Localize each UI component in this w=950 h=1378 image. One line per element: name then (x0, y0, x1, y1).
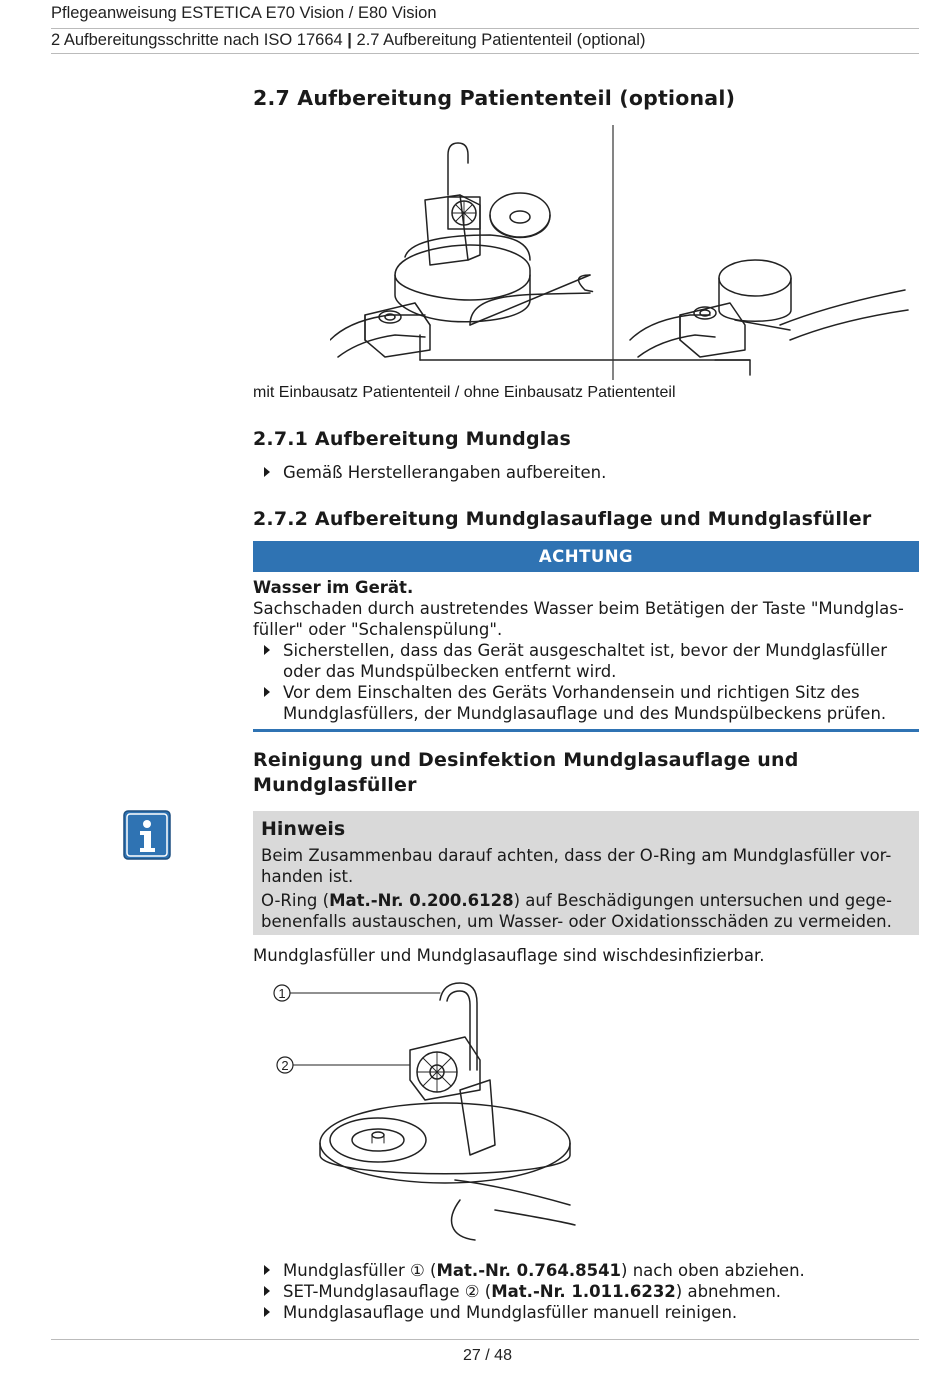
bullet-arrow-icon (264, 1286, 270, 1296)
list-item (264, 1302, 737, 1323)
step-text: SET-Mundglasauflage ② ( (283, 1282, 492, 1301)
warning-heading: Wasser im Gerät. (253, 578, 414, 597)
step-text: Mundglasfüller ① ( (283, 1261, 437, 1280)
note-text-line: Beim Zusammenbau darauf achten, dass der O-Ring am Mundglasfüller vor- (261, 846, 892, 865)
list-item-text: Sicherstellen, dass das Gerät ausgeschaltet ist, bevor der Mundglasfüller (283, 641, 888, 660)
warning-text-line: Sachschaden durch austretendes Wasser beim Betätigen der Taste "Mundglas- (253, 599, 904, 618)
note-title: Hinweis (261, 818, 346, 840)
material-number: Mat.-Nr. 0.764.8541 (436, 1261, 622, 1280)
step-text: Mundglasauflage und Mundglasfüller manuell reinigen. (283, 1303, 738, 1322)
warning-text-line: füller" oder "Schalenspülung". (253, 620, 503, 639)
note-text-line: benenfalls austauschen, um Wasser- oder Oxidationsschäden zu vermeiden. (261, 912, 892, 931)
warning-divider (253, 729, 919, 732)
material-number: Mat.-Nr. 1.011.6232 (491, 1282, 676, 1301)
list-item (264, 682, 886, 724)
footer-divider (51, 1339, 919, 1340)
list-item-text: Vor dem Einschalten des Geräts Vorhandensein und richtigen Sitz des (283, 683, 860, 702)
list-item (264, 1281, 781, 1302)
list-item (264, 640, 887, 682)
list-item-text: Mundglasfüllers, der Mundglasauflage und des Mundspülbeckens prüfen. (283, 704, 887, 723)
warning-banner: ACHTUNG (253, 541, 919, 572)
note-paragraph (261, 890, 911, 932)
bullet-arrow-icon (264, 687, 270, 697)
list-item-text: oder das Mundspülbecken entfernt wird. (283, 662, 617, 681)
glass-filler-figure (265, 975, 605, 1245)
page-number: 27 / 48 (463, 1347, 512, 1364)
list-item (264, 1260, 805, 1281)
list-item-text: Gemäß Herstellerangaben aufbereiten. (283, 463, 607, 482)
note-text: ) auf Beschädigungen untersuchen und gege- (513, 891, 892, 910)
callout-1-label: 1 (278, 986, 286, 1001)
note-paragraph (261, 845, 911, 887)
bullet-arrow-icon (264, 645, 270, 655)
bullet-arrow-icon (264, 1307, 270, 1317)
note-text: O-Ring ( (261, 891, 330, 910)
document-title: Pflegeanweisung ESTETICA E70 Vision / E80 Vision (51, 4, 437, 22)
breadcrumb-separator: | (347, 31, 352, 49)
cleaning-title-line: Reinigung und Desinfektion Mundglasauflage und (253, 749, 799, 771)
header-divider-bottom (51, 53, 919, 54)
patient-unit-figure (330, 125, 910, 380)
note-box (253, 811, 919, 935)
step-text: ) abnehmen. (675, 1282, 782, 1301)
breadcrumb-section: 2.7 Aufbereitung Patiententeil (optional) (356, 31, 646, 49)
list-item (264, 462, 606, 483)
callout-2-label: 2 (281, 1058, 289, 1073)
figure1-caption: mit Einbausatz Patiententeil / ohne Einbausatz Patiententeil (253, 384, 676, 401)
cleaning-title (253, 748, 799, 798)
subsection-title-mundglas: 2.7.1 Aufbereitung Mundglas (253, 428, 572, 450)
section-title: 2.7 Aufbereitung Patiententeil (optional) (253, 86, 736, 110)
subsection-title-mundglasauflage: 2.7.2 Aufbereitung Mundglasauflage und Mundglasfüller (253, 508, 872, 530)
header-divider (51, 28, 919, 29)
wipe-disinfect-text: Mundglasfüller und Mundglasauflage sind wischdesinfizierbar. (253, 946, 765, 965)
note-text-line: handen ist. (261, 867, 354, 886)
material-number: Mat.-Nr. 0.200.6128 (329, 891, 514, 910)
breadcrumb-chapter: 2 Aufbereitungsschritte nach ISO 17664 (51, 31, 343, 49)
info-icon (123, 810, 171, 860)
bullet-arrow-icon (264, 467, 270, 477)
bullet-arrow-icon (264, 1265, 270, 1275)
breadcrumb (51, 31, 919, 50)
cleaning-title-line: Mundglasfüller (253, 774, 417, 796)
step-text: ) nach oben abziehen. (621, 1261, 805, 1280)
